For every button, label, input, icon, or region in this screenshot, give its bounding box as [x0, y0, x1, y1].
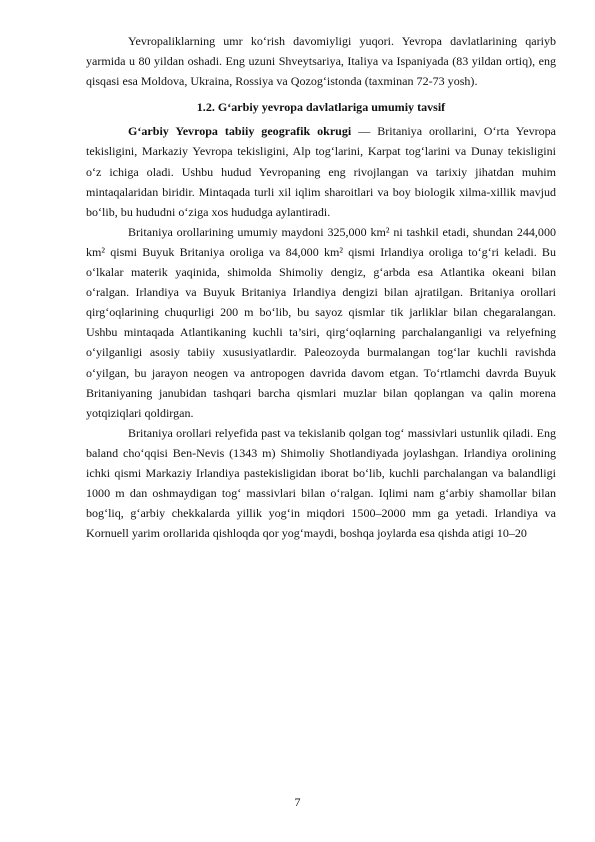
page-number: 7	[294, 795, 301, 809]
paragraph-western-europe-text: — Britaniya orollarini, O‘rta Yevropa tekisligini, Markaziy Yevropa tekisligini, Alp tog‘larini, Karpat tog‘larini va Dunay tekisligini o‘z ichiga oladi. Ushbu hudud Yevropaning eng rivojlangan va tarixiy jihatdan muhim mintaqalaridan biridir. Mintaqada turli xil iqlim sharoitlari va boy biologik xilma-xillik mavjud bo‘lib, bu hududni o‘ziga xos hududga aylantiradi.	[86, 124, 557, 219]
paragraph-british-isles-area: Britaniya orollarining umumiy maydoni 325,000 km² ni tashkil etadi, shundan 244,000 km² qismi Buyuk Britaniya oroliga va 84,000 km² qismi Irlandiya oroliga to‘g‘ri keladi. Bu o‘lkalar materik yaqinida, shimolda Shimoliy dengiz, g‘arbda esa Atlantika okeani bilan o‘ralgan. Irlandiya va Buyuk Britaniya Irlandiya dengizi bilan ajratilgan. Britaniya orollari qirg‘oqlarining chuqurligi 200 m bo‘lib, bu sayoz qismlar tik jarliklar bilan chegaralangan. Ushbu mintaqada Atlantikaning kuchli ta’siri, qirg‘oqlarning parchalanganligi va relyefning o‘yilganligi asosiy tabiiy xususiyatlardir. Paleozoyda burmalangan tog‘lar kuchli ravishda o‘yilgan, bu jarayon neogen va antropogen davrida davom etgan. To‘rtlamchi davrda Buyuk Britaniyaning janubidan tashqari barcha qismlari muzlar bilan qoplangan va qalin morena yotqiziqlari qoldirgan.	[86, 224, 556, 420]
paragraph-western-europe-region	[86, 121, 556, 221]
paragraph-british-isles-relief: Britaniya orollari relyefida past va tekislanib qolgan tog‘ massivlari ustunlik qiladi. Eng baland cho‘qqisi Ben-Nevis (1343 m) Shimoliy Shotlandiyada joylashgan. Irlandiya orolining ichki qismi Markaziy Irlandiya pastekisligidan iborat bo‘lib, kuchli parchalangan va balandligi 1000 m dan oshmaydigan tog‘ massivlari bilan o‘ralgan. Iqlimi nam g‘arbiy shamollar bilan bog‘liq, g‘arbiy chekkalarda yillik yog‘in miqdori 1500–2000 mm ga yetadi. Irlandiya va Kornuell yarim orollarida qishloqda qor yog‘maydi, boshqa joylarda esa qishda atigi 10–20	[86, 425, 556, 541]
section-heading: 1.2. G‘arbiy yevropa davlatlariga umumiy tavsif	[196, 100, 446, 115]
paragraph-life-expectancy: Yevropaliklarning umr ko‘rish davomiyligi yuqori. Yevropa davlatlarining qariyb yarmida u 80 yildan oshadi. Eng uzuni Shveytsariya, Italiya va Ispaniyada (83 yildan ortiq), eng qisqasi esa Moldova, Ukraina, Rossiya va Qozog‘istonda (taxminan 72-73 yosh).	[86, 34, 556, 89]
bold-term-western-europe: G‘arbiy Yevropa tabiiy geografik okrugi	[128, 124, 352, 139]
page-content	[86, 31, 556, 543]
